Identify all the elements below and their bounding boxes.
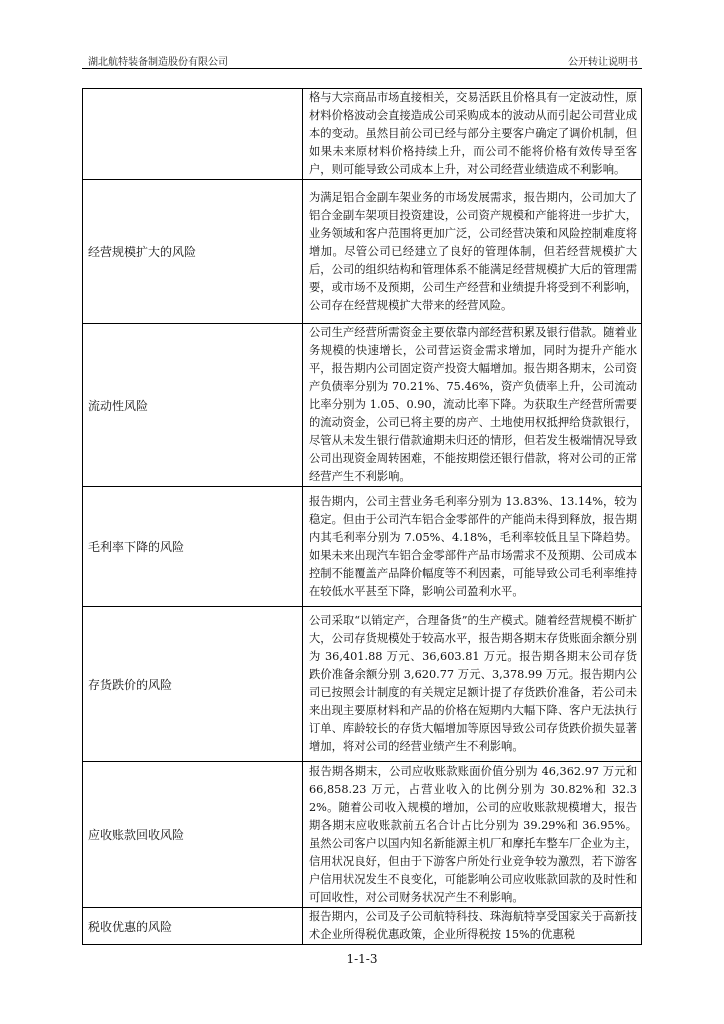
table-row	[83, 908, 642, 945]
table-row	[83, 762, 642, 908]
page-number: 1-1-3	[346, 952, 378, 966]
table-row	[83, 180, 642, 324]
risk-name: 存货跌价的风险	[83, 607, 303, 762]
company-name: 湖北航特装备制造股份有限公司	[88, 57, 228, 68]
risk-name: 税收优惠的风险	[83, 908, 303, 945]
risk-description: 报告期各期末，公司应收账款账面价值分别为 46,362.97 万元和 66,858.23 万元，占营业收入的比例分别为 30.82%和 32.32%。随着公司收入规模的增加，公司的应收账款规模增大，报告期各期末应收账款前五名合计占比分别为 39.29%和 36.95%。虽然公司客户以国内知名新能源主机厂和摩托车整车厂企业为主，信用状况良好，但由于下游客户所处行业竞争较为激烈，若下游客户信用状况发生不良变化，可能影响公司应收账款回款的及时性和可回收性，对公司财务状况产生不利影响。	[303, 762, 642, 908]
risk-description: 报告期内，公司主营业务毛利率分别为 13.83%、13.14%，较为稳定。但由于公司汽车铝合金零部件的产能尚未得到释放，报告期内其毛利率分别为 7.05%、4.18%，毛利率较低且呈下降趋势。如果未来出现汽车铝合金零部件产品市场需求不及预期、公司成本控制不能覆盖产品降价幅度等不利因素，可能导致公司毛利率维持在较低水平甚至下降，影响公司盈利水平。	[303, 487, 642, 607]
table-row	[83, 324, 642, 487]
risk-description: 报告期内，公司及子公司航特科技、珠海航特享受国家关于高新技术企业所得税优惠政策，企业所得税按 15%的优惠税	[303, 908, 642, 945]
risk-name: 流动性风险	[83, 324, 303, 487]
risk-description: 公司生产经营所需资金主要依靠内部经营积累及银行借款。随着业务规模的快速增长，公司营运资金需求增加，同时为提升产能水平，报告期内公司固定资产投资大幅增加。报告期各期末，公司资产负债率分别为 70.21%、75.46%，资产负债率上升，公司流动比率分别为 1.05、0.90，流动比率下降。为获取生产经营所需要的流动资金，公司已将主要的房产、土地使用权抵押给贷款银行，尽管从未发生银行借款逾期未归还的情形，但若发生极端情况导致公司出现资金周转困难，不能按期偿还银行借款，将对公司的正常经营产生不利影响。	[303, 324, 642, 487]
risk-description: 公司采取“以销定产，合理备货”的生产模式。随着经营规模不断扩大，公司存货规模处于较高水平，报告期各期末存货账面余额分别为 36,401.88 万元、36,603.81 万元。报告期各期末公司存货跌价准备余额分别 3,620.77 万元、3,378.99 万元。报告期内公司已按照会计制度的有关规定足额计提了存货跌价准备，若公司未来出现主要原材料和产品的价格在短期内大幅下降、客户无法执行订单、库龄较长的存货大幅增加等原因导致公司存货跌价损失显著增加，将对公司的经营业绩产生不利影响。	[303, 607, 642, 762]
page-header	[82, 50, 642, 69]
risk-table	[82, 88, 642, 945]
risk-name: 毛利率下降的风险	[83, 487, 303, 607]
table-row	[83, 607, 642, 762]
table-row	[83, 89, 642, 180]
risk-name	[83, 89, 303, 180]
risk-name: 经营规模扩大的风险	[83, 180, 303, 324]
risk-description: 格与大宗商品市场直接相关，交易活跃且价格具有一定波动性，原材料价格波动会直接造成公司采购成本的波动从而引起公司营业成本的变动。虽然目前公司已经与部分主要客户确定了调价机制，但如果未来原材料价格持续上升，而公司不能将价格有效传导至客户，则可能导致公司成本上升，对公司经营业绩造成不利影响。	[303, 89, 642, 180]
table-row	[83, 487, 642, 607]
risk-description: 为满足铝合金副车架业务的市场发展需求，报告期内，公司加大了铝合金副车架项目投资建设，公司资产规模和产能将进一步扩大，业务领域和客户范围将更加广泛，公司经营决策和风险控制难度将增加。尽管公司已经建立了良好的管理体制，但若经营规模扩大后，公司的组织结构和管理体系不能满足经营规模扩大后的管理需要，或市场不及预期，公司生产经营和业绩提升将受到不利影响，公司存在经营规模扩大带来的经营风险。	[303, 180, 642, 324]
risk-name: 应收账款回收风险	[83, 762, 303, 908]
document-title: 公开转让说明书	[568, 57, 638, 68]
